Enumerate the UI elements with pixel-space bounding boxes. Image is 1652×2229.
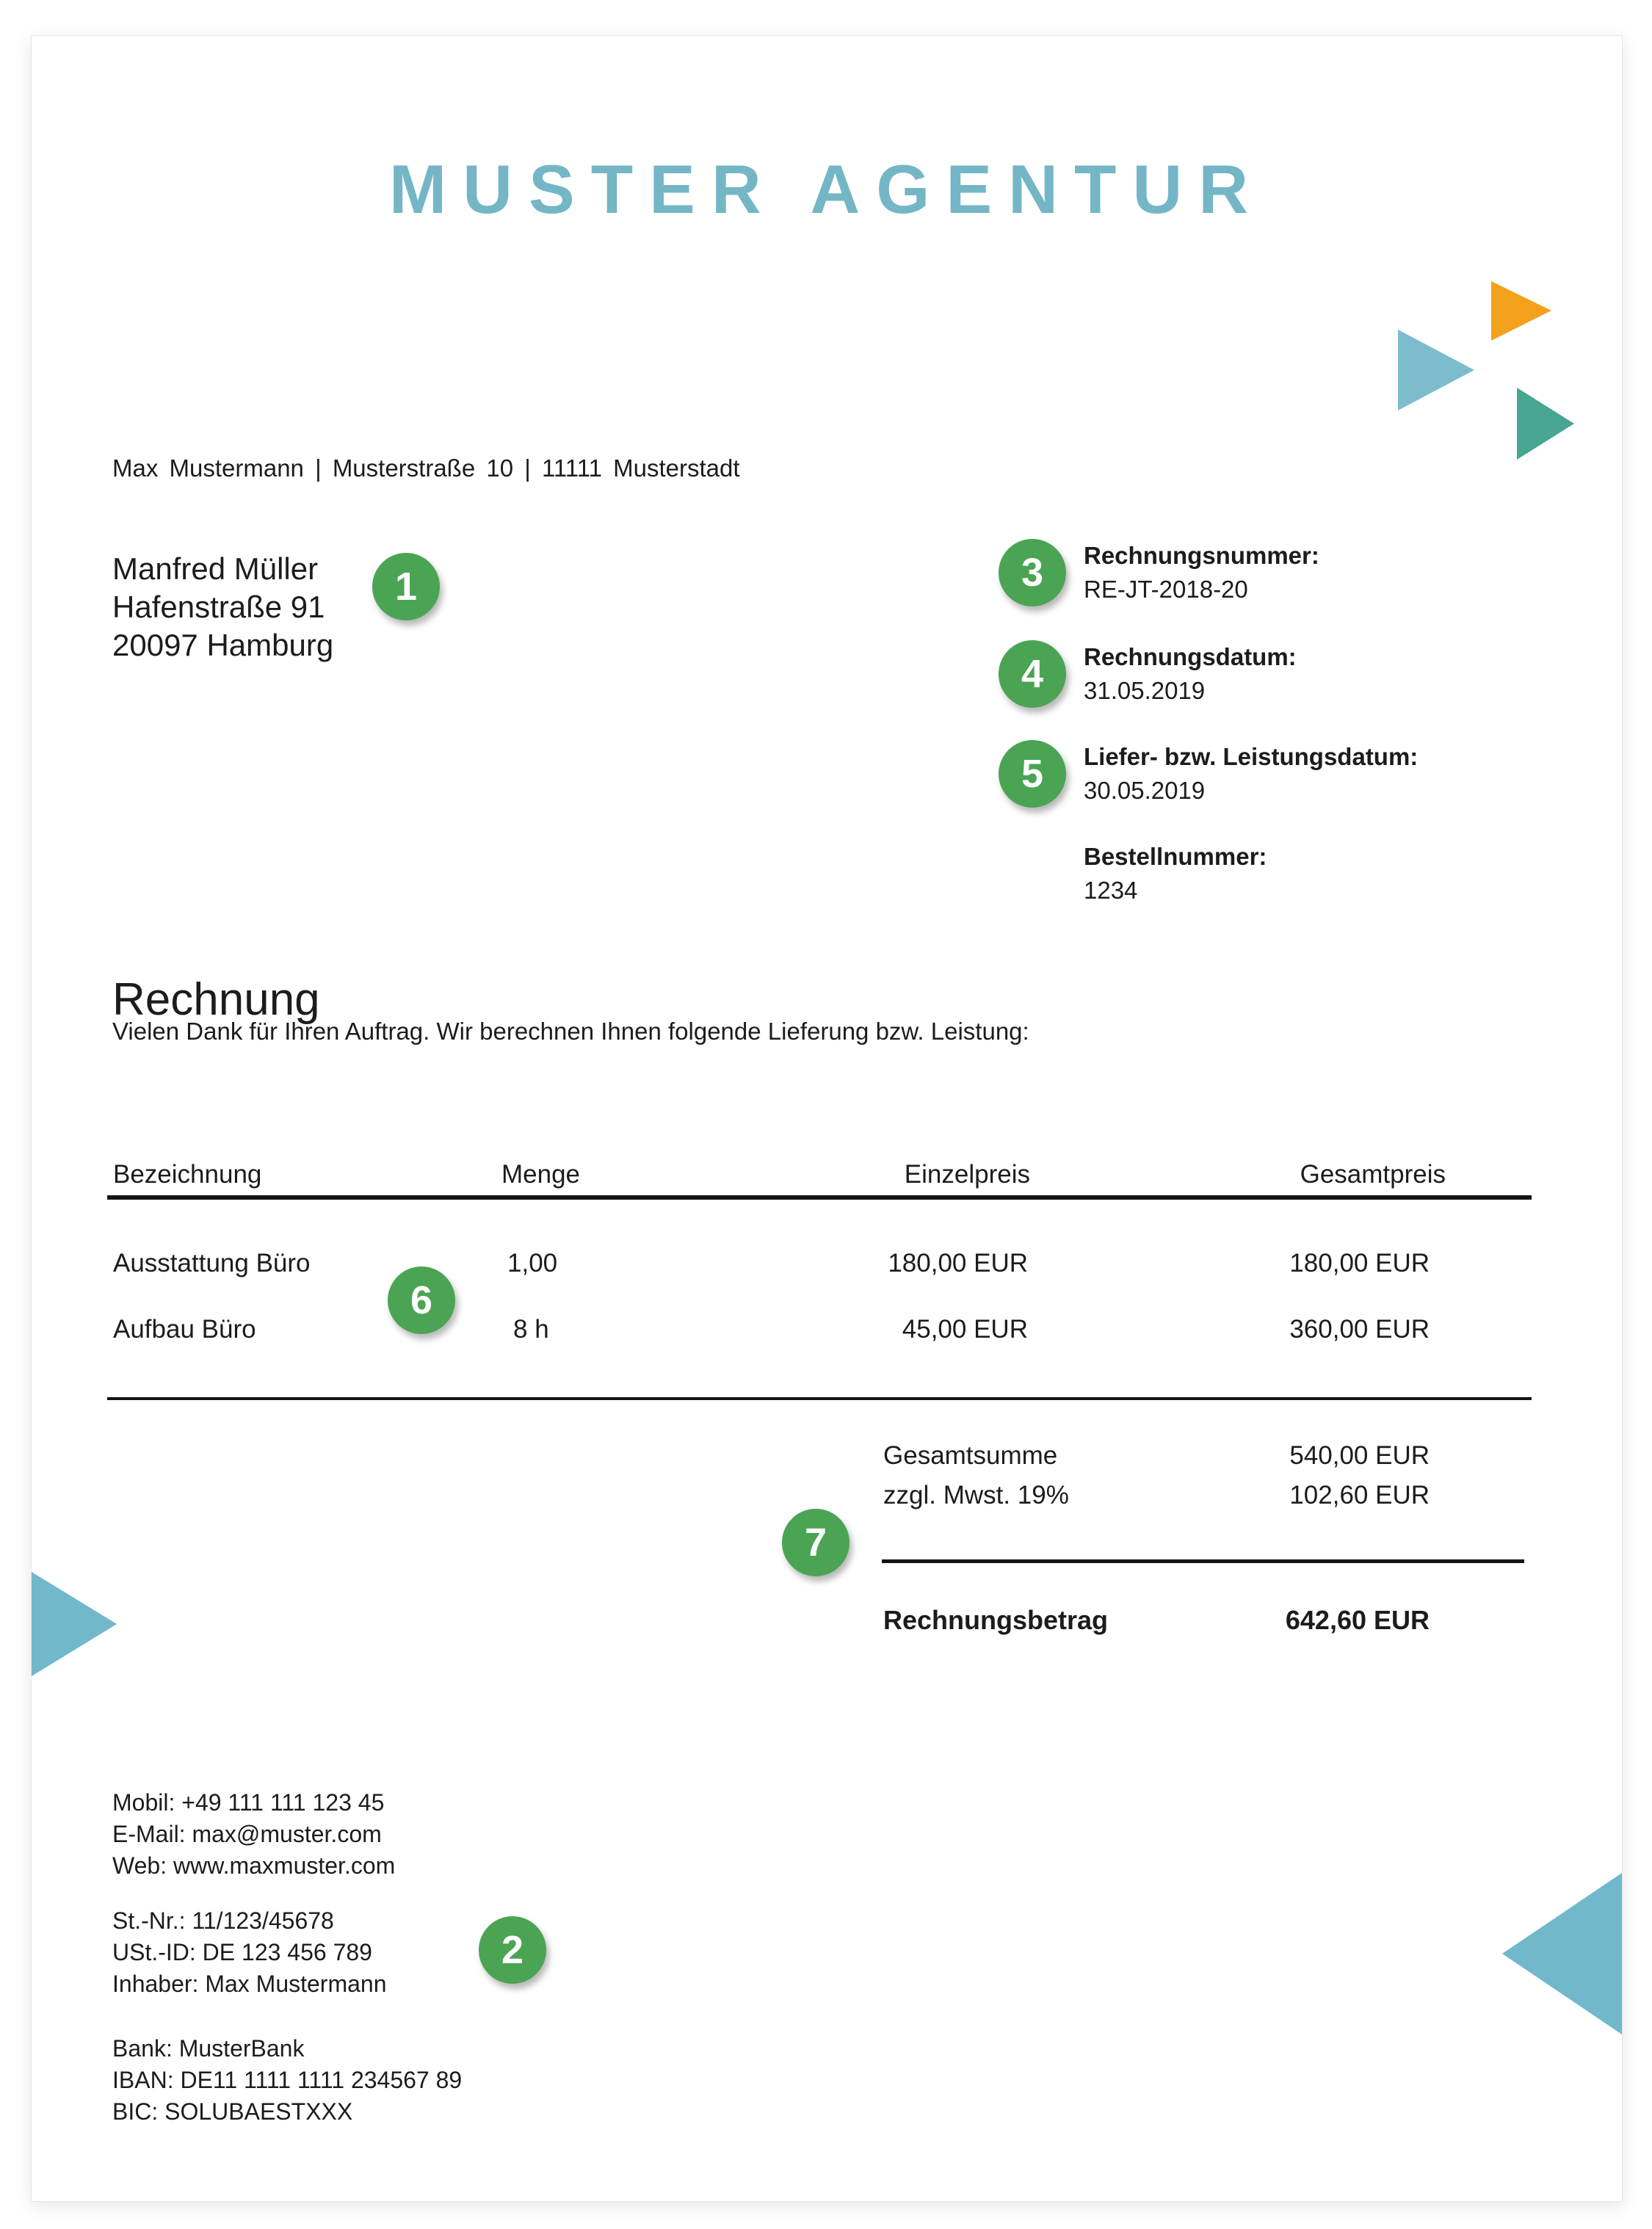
invoice-date-block bbox=[1084, 640, 1539, 708]
item-unit-price: 45,00 EUR bbox=[902, 1315, 1028, 1344]
delivery-date-value: 30.05.2019 bbox=[1084, 777, 1206, 804]
order-number-label: Bestellnummer: bbox=[1084, 843, 1267, 870]
invoice-page bbox=[31, 35, 1623, 2202]
sender-address-line: Max Mustermann | Musterstraße 10 | 11111 Musterstadt bbox=[112, 454, 740, 482]
footer-tax-block bbox=[112, 1905, 387, 2000]
invoice-number-value: RE-JT-2018-20 bbox=[1084, 576, 1248, 603]
footer-email: E-Mail: max@muster.com bbox=[112, 1821, 382, 1847]
order-number-value: 1234 bbox=[1084, 877, 1138, 904]
annotation-badge-1: 1 bbox=[372, 553, 440, 620]
footer-contact-block bbox=[112, 1787, 395, 1882]
delivery-date-label: Liefer- bzw. Leistungsdatum: bbox=[1084, 743, 1419, 770]
col-header-menge: Menge bbox=[501, 1160, 581, 1189]
decoration-triangle-bottom-right-icon bbox=[1502, 1873, 1622, 2034]
decoration-triangle-orange-icon bbox=[1491, 281, 1551, 341]
intro-text: Vielen Dank für Ihren Auftrag. Wir berechnen Ihnen folgende Lieferung bzw. Leistung: bbox=[112, 1018, 1029, 1045]
col-header-einzelpreis: Einzelpreis bbox=[904, 1160, 1030, 1189]
item-name: Ausstattung Büro bbox=[113, 1249, 311, 1277]
table-header-rule bbox=[107, 1195, 1532, 1200]
item-unit-price: 180,00 EUR bbox=[888, 1249, 1028, 1277]
totals-rule bbox=[882, 1559, 1524, 1563]
company-name: MUSTER AGENTUR bbox=[388, 151, 1265, 228]
annotation-badge-6: 6 bbox=[388, 1266, 455, 1334]
grand-total-label: Rechnungsbetrag bbox=[883, 1605, 1109, 1635]
item-name: Aufbau Büro bbox=[113, 1315, 256, 1344]
delivery-date-block bbox=[1084, 740, 1539, 808]
footer-tax-number: St.-Nr.: 11/123/45678 bbox=[112, 1907, 334, 1934]
subtotal-label: Gesamtsumme bbox=[883, 1441, 1058, 1470]
decoration-triangle-blue-icon bbox=[1398, 330, 1474, 410]
invoice-date-value: 31.05.2019 bbox=[1084, 677, 1206, 704]
recipient-address bbox=[112, 550, 333, 664]
annotation-badge-2: 2 bbox=[479, 1916, 546, 1984]
invoice-number-label: Rechnungsnummer: bbox=[1084, 542, 1319, 569]
footer-web: Web: www.maxmuster.com bbox=[112, 1852, 396, 1879]
vat-value: 102,60 EUR bbox=[1289, 1481, 1430, 1509]
footer-vat-id: USt.-ID: DE 123 456 789 bbox=[112, 1939, 372, 1965]
annotation-badge-4: 4 bbox=[999, 640, 1066, 708]
col-header-bezeichnung: Bezeichnung bbox=[113, 1160, 262, 1189]
item-total: 180,00 EUR bbox=[1289, 1249, 1430, 1277]
footer-bank-name: Bank: MusterBank bbox=[112, 2035, 305, 2062]
col-header-gesamtpreis: Gesamtpreis bbox=[1300, 1160, 1446, 1189]
footer-iban: IBAN: DE11 1111 1111 234567 89 bbox=[112, 2067, 463, 2093]
decoration-triangle-left-icon bbox=[32, 1572, 117, 1676]
footer-owner: Inhaber: Max Mustermann bbox=[112, 1971, 387, 1997]
annotation-badge-3: 3 bbox=[999, 539, 1066, 606]
grand-total-value: 642,60 EUR bbox=[1285, 1605, 1430, 1635]
subtotal-value: 540,00 EUR bbox=[1289, 1441, 1430, 1470]
decoration-triangle-green-icon bbox=[1517, 388, 1574, 460]
item-total: 360,00 EUR bbox=[1289, 1315, 1430, 1344]
invoice-date-label: Rechnungsdatum: bbox=[1084, 643, 1297, 670]
order-number-block bbox=[1084, 840, 1539, 907]
document-title: Rechnung bbox=[112, 974, 320, 1025]
annotation-badge-5: 5 bbox=[999, 740, 1066, 808]
invoice-number-block bbox=[1084, 539, 1539, 606]
recipient-street: Hafenstraße 91 bbox=[112, 590, 325, 624]
footer-mobile: Mobil: +49 111 111 123 45 bbox=[112, 1789, 385, 1816]
footer-bic: BIC: SOLUBAESTXXX bbox=[112, 2098, 353, 2125]
recipient-city: 20097 Hamburg bbox=[112, 628, 334, 662]
footer-bank-block bbox=[112, 2033, 462, 2128]
table-bottom-rule bbox=[107, 1397, 1532, 1400]
item-qty: 1,00 bbox=[507, 1249, 558, 1277]
annotation-badge-7: 7 bbox=[782, 1509, 849, 1576]
item-qty: 8 h bbox=[513, 1315, 549, 1344]
vat-label: zzgl. Mwst. 19% bbox=[883, 1481, 1069, 1509]
recipient-name: Manfred Müller bbox=[112, 551, 319, 586]
